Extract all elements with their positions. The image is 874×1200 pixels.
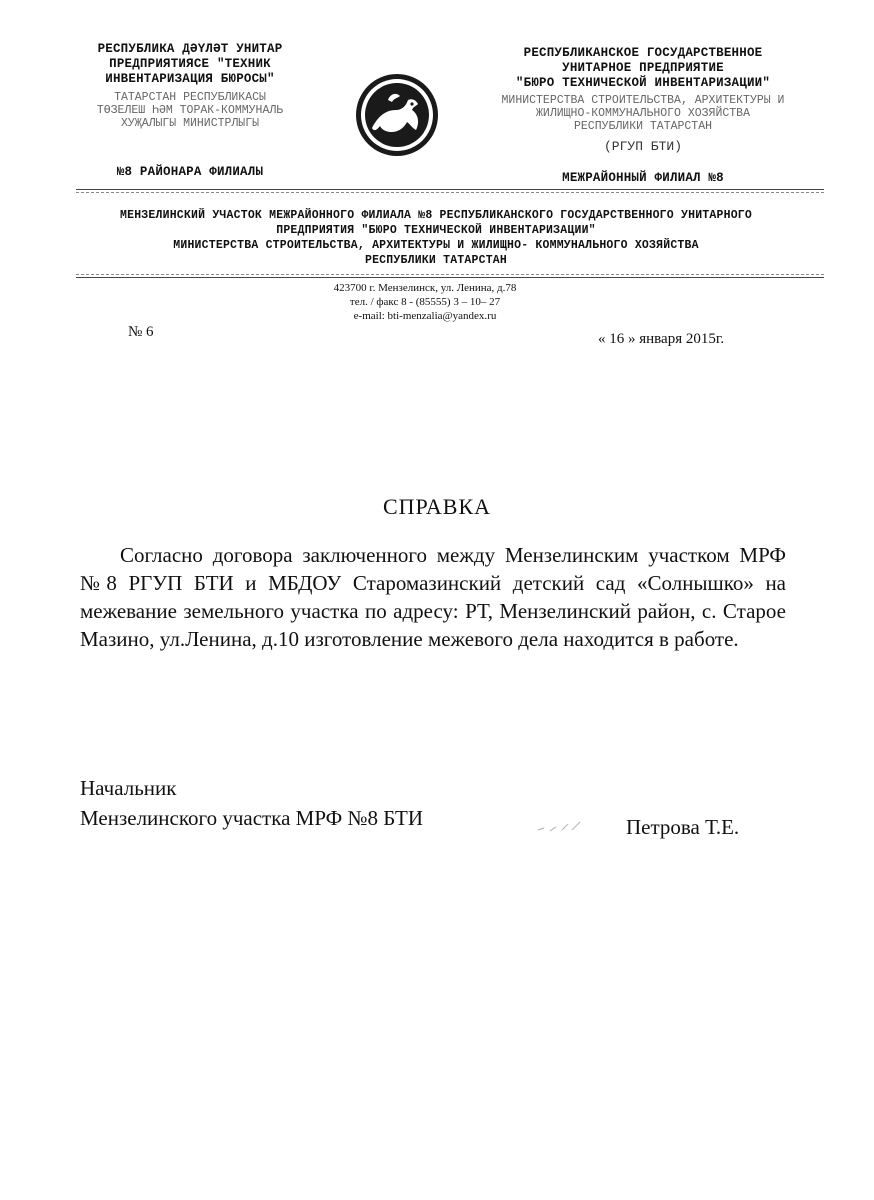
section-line-1: МЕНЗЕЛИНСКИЙ УЧАСТОК МЕЖРАЙОННОГО ФИЛИАЛА №8 РЕСПУБЛИКАНСКОГО ГОСУДАРСТВЕННОГО УНИТАРНОГО [120, 209, 752, 222]
signature-scribble [536, 818, 586, 834]
header-right-ministry-3: РЕСПУБЛИКИ ТАТАРСТАН [573, 120, 713, 133]
header-left [70, 42, 310, 130]
section-line-3: МИНИСТЕРСТВА СТРОИТЕЛЬСТВА, АРХИТЕКТУРЫ И ЖИЛИЩНО- КОММУНАЛЬНОГО ХОЗЯЙСТВА [173, 239, 699, 252]
doc-number: № 6 [128, 324, 154, 340]
signature-position-1: Начальник [80, 776, 177, 800]
contact-email: e-mail: bti-menzalia@yandex.ru [353, 310, 497, 322]
header-right-line-2: УНИТАРНОЕ ПРЕДПРИЯТИЕ [562, 61, 724, 75]
doc-date: « 16 » января 2015г. [598, 331, 725, 347]
header-divider-top [76, 189, 824, 193]
header-left-ministry-3: ХУҖАЛЫГЫ МИНИСТРЛЫГЫ [120, 117, 260, 130]
contact-address: 423700 г. Мензелинск, ул. Ленина, д.78 [333, 282, 517, 294]
header-right-line-1: РЕСПУБЛИКАНСКОЕ ГОСУДАРСТВЕННОЕ [523, 46, 763, 60]
header-right-ministry-1: МИНИСТЕРСТВА СТРОИТЕЛЬСТВА, АРХИТЕКТУРЫ И [501, 94, 785, 107]
doc-body: Согласно договора заключенного между Мензелинским участком МРФ №8 РГУП БТИ и МБДОУ Старомазинский детский сад «Солнышко» на межевание земельного участка по адресу: РТ, Мензелинский район, с. Старое Мазино, ул.Ленина, д.10 изготовление межевого дела находится в работе. [80, 543, 786, 651]
section-line-4: РЕСПУБЛИКИ ТАТАРСТАН [364, 254, 508, 267]
header-right-line-3: "БЮРО ТЕХНИЧЕСКОЙ ИНВЕНТАРИЗАЦИИ" [515, 76, 771, 90]
header-left-ministry-2: ТӨЗЕЛЕШ ҺӘМ ТОРАК-КОММУНАЛЬ [96, 104, 284, 117]
header-divider-bottom [76, 274, 824, 278]
section-line-2: ПРЕДПРИЯТИЯ "БЮРО ТЕХНИЧЕСКОЙ ИНВЕНТАРИЗАЦИИ" [276, 224, 596, 237]
header-right-branch: МЕЖРАЙОННЫЙ ФИЛИАЛ №8 [562, 171, 724, 185]
header-left-line-3: ИНВЕНТАРИЗАЦИЯ БЮРОСЫ" [105, 72, 275, 86]
signature-name: Петрова Т.Е. [626, 815, 740, 839]
handwritten-signature-icon [536, 818, 586, 834]
header-left-branch: №8 РАЙОНАРА ФИЛИАЛЫ [116, 165, 264, 179]
contact-block [300, 281, 550, 323]
header-right [478, 46, 808, 154]
emblem-logo [352, 70, 442, 160]
header-left-line-1: РЕСПУБЛИКА ДӘҮЛӘТ УНИТАР [97, 42, 283, 56]
contact-phone: тел. / факс 8 - (85555) 3 – 10– 27 [349, 296, 501, 308]
snow-leopard-icon [352, 70, 442, 160]
header-left-ministry-1: ТАТАРСТАН РЕСПУБЛИКАСЫ [114, 91, 266, 104]
header-right-abbr: (РГУП БТИ) [603, 139, 682, 154]
header-left-line-2: ПРЕДПРИЯТИЯСЕ "ТЕХНИК [109, 57, 271, 71]
doc-title: СПРАВКА [382, 494, 492, 519]
section-header [76, 208, 796, 268]
header-right-ministry-2: ЖИЛИЩНО-КОММУНАЛЬНОГО ХОЗЯЙСТВА [536, 107, 750, 120]
signature-position-2: Мензелинского участка МРФ №8 БТИ [80, 806, 424, 830]
